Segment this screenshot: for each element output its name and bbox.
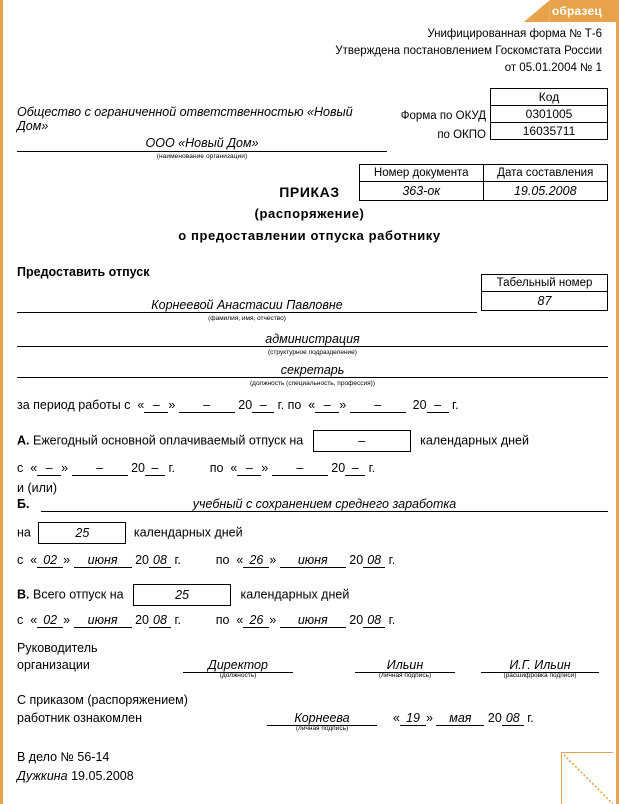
- section-b-dates-row: с « 02 » июня 20 08 г. по « 26 » июня 20 08 г.: [17, 553, 396, 567]
- acknowledge-month[interactable]: мая: [436, 711, 484, 726]
- sample-ribbon: [524, 0, 616, 22]
- acknowledge-suffix: г.: [527, 711, 534, 725]
- document-date-value: 19.05.2008: [484, 181, 608, 200]
- section-a-to-year-prefix: 20: [331, 461, 346, 475]
- section-v-from-month[interactable]: июня: [74, 613, 132, 628]
- section-b-to-year[interactable]: 08: [363, 553, 385, 568]
- section-b-type-field[interactable]: учебный с сохранением среднего заработка: [41, 497, 608, 512]
- section-b-to-year-prefix: 20: [349, 553, 364, 567]
- tab-number-value: 87: [537, 294, 552, 308]
- department-caption: (структурное подразделение): [268, 349, 357, 356]
- section-v-text: Всего отпуск на: [32, 587, 124, 602]
- title-main: ПРИКАЗ: [279, 184, 340, 200]
- section-a-row: [17, 430, 529, 452]
- section-and-or: и (или): [17, 481, 58, 495]
- section-a-letter: А.: [17, 433, 30, 448]
- grant-leave-label: Предоставить отпуск: [17, 265, 150, 279]
- work-period-from-day[interactable]: –: [144, 398, 168, 413]
- work-period-from-month[interactable]: –: [179, 398, 235, 413]
- ribbon-notch-icon: [524, 0, 550, 22]
- position-field[interactable]: секретарь: [17, 363, 608, 378]
- work-period-mid: г. по: [277, 398, 302, 412]
- document-number-header: Номер документа: [360, 165, 484, 181]
- acknowledge-date-row: « 19 » мая 20 08 г.: [393, 711, 534, 725]
- section-b-to-prefix: по: [215, 553, 230, 567]
- clerk-name: Дужкина: [17, 769, 68, 783]
- section-b-days-box[interactable]: 25: [38, 522, 126, 544]
- work-period-to-year-prefix: 20: [412, 398, 427, 412]
- section-a-days-label: календарных дней: [420, 433, 529, 448]
- section-v-to-year-prefix: 20: [349, 613, 364, 627]
- clerk-row: [17, 769, 134, 783]
- fold-diagonal-icon: [561, 752, 613, 804]
- section-v-to-prefix: по: [215, 613, 230, 627]
- section-v-days-box[interactable]: 25: [133, 584, 231, 606]
- okud-label: Форма по ОКУД: [400, 110, 486, 122]
- section-a-from-prefix: с: [17, 461, 24, 475]
- employee-signature-field[interactable]: Корнеева: [267, 711, 377, 726]
- section-b-days-prefix: на: [17, 525, 31, 540]
- section-v-days-label: календарных дней: [240, 587, 350, 602]
- section-b-from-year[interactable]: 08: [149, 553, 171, 568]
- acknowledge-line1: С приказом (распоряжением): [17, 693, 188, 707]
- employee-signature-caption: (личная подпись): [295, 725, 349, 732]
- section-a-from-year[interactable]: –: [145, 461, 165, 476]
- section-b-to-day[interactable]: 26: [243, 553, 269, 568]
- section-v-from-suffix: г.: [174, 613, 181, 627]
- section-a-to-month[interactable]: –: [272, 461, 328, 476]
- section-a-from-suffix: г.: [168, 461, 175, 475]
- section-b-from-suffix: г.: [174, 553, 181, 567]
- section-a-to-day[interactable]: –: [237, 461, 261, 476]
- section-b-from-prefix: с: [17, 553, 24, 567]
- manager-position-caption: (должность): [219, 672, 257, 679]
- code-table: [490, 88, 608, 140]
- acknowledge-line2: работник ознакомлен: [17, 711, 142, 725]
- manager-role-line1: Руководитель: [17, 641, 98, 655]
- section-a-text: Ежегодный основной оплачиваемый отпуск на: [32, 433, 304, 448]
- work-period-from-year[interactable]: –: [252, 398, 274, 413]
- section-v-to-day[interactable]: 26: [243, 613, 269, 628]
- tab-number-header: Табельный номер: [482, 275, 607, 292]
- section-b-to-suffix: г.: [388, 553, 396, 567]
- work-period-from-year-prefix: 20: [238, 398, 253, 412]
- work-period-row: за период работы с « – » – 20 – г. по « – » – 20 – г.: [17, 398, 459, 412]
- section-b-days-label: календарных дней: [133, 525, 243, 540]
- section-a-from-month[interactable]: –: [72, 461, 128, 476]
- organization-full-name: Общество с ограниченной ответственностью «Новый Дом»: [17, 105, 353, 133]
- section-a-days-box[interactable]: –: [313, 430, 411, 452]
- title-about: о предоставлении отпуска работнику: [178, 228, 441, 243]
- code-labels: [383, 88, 486, 145]
- manager-signature-field[interactable]: Ильин: [355, 658, 455, 673]
- okud-value: 0301005: [491, 106, 607, 123]
- work-period-to-month[interactable]: –: [350, 398, 406, 413]
- manager-name-decoding-caption: (расшифровка подписи): [503, 672, 577, 679]
- page-fold-corner-icon: [561, 752, 613, 804]
- organization-caption: (наименование организации): [156, 153, 248, 160]
- work-period-to-year[interactable]: –: [427, 398, 449, 413]
- section-v-to-year[interactable]: 08: [363, 613, 385, 628]
- section-a-to-prefix: по: [209, 461, 224, 475]
- work-period-prefix: за период работы с: [17, 398, 131, 412]
- section-v-from-year-prefix: 20: [135, 613, 149, 627]
- section-v-from-day[interactable]: 02: [37, 613, 63, 628]
- section-b-from-day[interactable]: 02: [37, 553, 63, 568]
- position-caption: (должность (специальность, профессия)): [249, 380, 375, 387]
- form-header-line3: от 05.01.2004 № 1: [504, 62, 602, 74]
- form-header-line1: Унифицированная форма № Т-6: [427, 28, 602, 40]
- organization-short-name: ООО «Новый Дом»: [17, 136, 387, 152]
- department-field[interactable]: администрация: [17, 332, 608, 347]
- okpo-value: 16035711: [522, 124, 576, 138]
- form-header: [335, 26, 602, 77]
- section-b-from-month[interactable]: июня: [74, 553, 132, 568]
- section-b-letter: Б.: [17, 497, 30, 511]
- work-period-suffix: г.: [452, 398, 459, 412]
- section-v-letter: В.: [17, 587, 30, 602]
- title-sub: (распоряжение): [254, 206, 365, 221]
- employee-name-field[interactable]: Корнеевой Анастасии Павловне: [17, 298, 477, 313]
- manager-signature-caption: (личная подпись): [378, 672, 432, 679]
- section-a-to-year[interactable]: –: [345, 461, 365, 476]
- section-b-days-row: [17, 522, 243, 544]
- acknowledge-year-prefix: 20: [487, 711, 502, 725]
- acknowledge-day[interactable]: 19: [400, 711, 426, 726]
- section-a-to-suffix: г.: [368, 461, 376, 475]
- code-header: Код: [491, 89, 607, 106]
- section-v-row: [17, 584, 349, 606]
- section-b-from-year-prefix: 20: [135, 553, 149, 567]
- document-date-header: Дата составления: [497, 167, 594, 179]
- document-number-value: 363-ок: [360, 181, 484, 200]
- manager-position-field[interactable]: Директор: [183, 658, 293, 673]
- manager-name-decoding-field[interactable]: И.Г. Ильин: [481, 658, 599, 673]
- acknowledge-year[interactable]: 08: [502, 711, 524, 726]
- document-title: [3, 184, 616, 243]
- section-v-to-suffix: г.: [388, 613, 396, 627]
- section-v-from-year[interactable]: 08: [149, 613, 171, 628]
- section-v-from-prefix: с: [17, 613, 24, 627]
- organization-block: [17, 105, 387, 160]
- okpo-label: по ОКПО: [437, 129, 486, 141]
- section-a-dates-row: с « – » – 20 – г. по « – » – 20 – г.: [17, 461, 376, 475]
- clerk-date: 19.05.2008: [71, 769, 134, 783]
- section-v-dates-row: с « 02 » июня 20 08 г. по « 26 » июня 20 08 г.: [17, 613, 396, 627]
- form-header-line2: Утверждена постановлением Госкомстата России: [335, 45, 602, 57]
- manager-role-line2: организации: [17, 658, 90, 672]
- work-period-to-day[interactable]: –: [315, 398, 339, 413]
- section-a-from-day[interactable]: –: [37, 461, 61, 476]
- ribbon-label: образец: [550, 0, 616, 22]
- section-b-to-month[interactable]: июня: [280, 553, 346, 568]
- employee-name-caption: (фамилия, имя, отчество): [208, 315, 286, 322]
- section-a-from-year-prefix: 20: [131, 461, 145, 475]
- section-v-to-month[interactable]: июня: [280, 613, 346, 628]
- tab-number-table: [481, 274, 608, 311]
- case-file-line: В дело № 56-14: [17, 750, 110, 764]
